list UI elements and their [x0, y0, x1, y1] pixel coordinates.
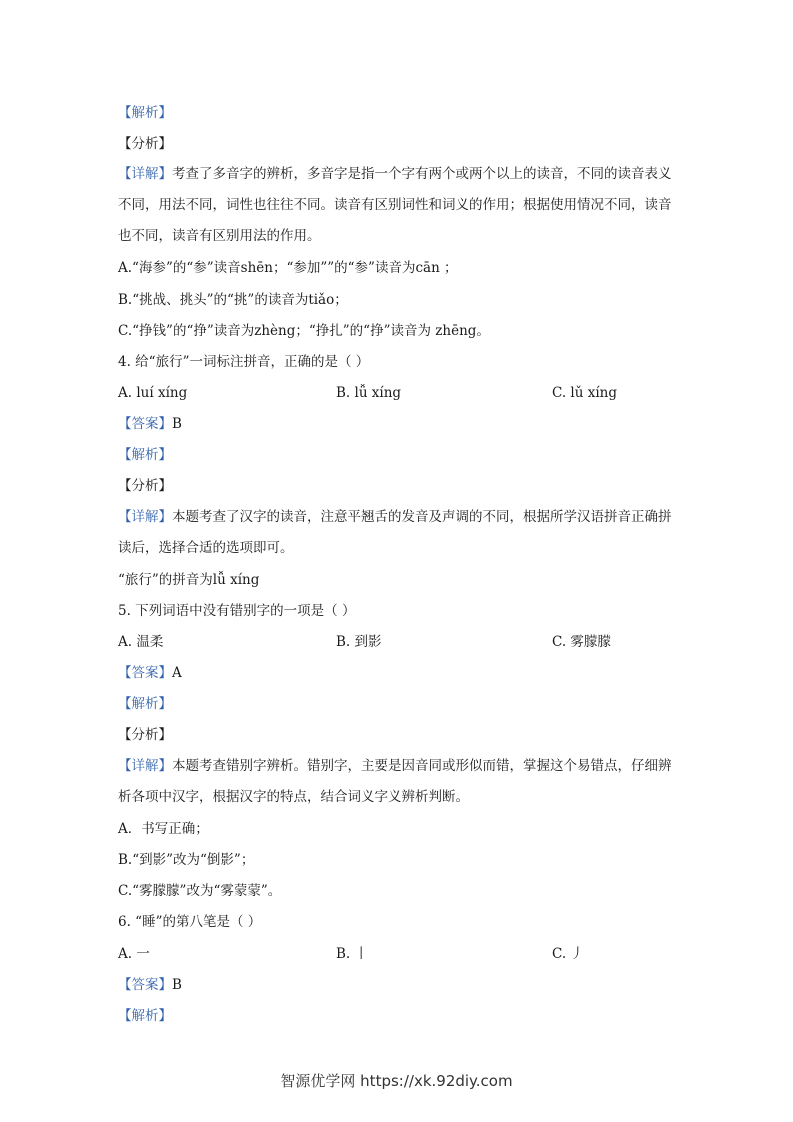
question-5: 5. 下列词语中没有错别字的一项是（ ）	[118, 603, 356, 619]
q5-result-c: C.“雾朦朦”改为“雾蒙蒙”。	[118, 883, 282, 899]
detail-text: 本题考查错别字辨析。错别字，主要是因音同或形似而错，掌握这个易错点，仔细辨析各项中汉字，根据汉字的特点，结合词义字义辨析判断。	[118, 758, 672, 805]
q4-note: “旅行”的拼音为lǚ xíng	[118, 572, 260, 588]
q4-analysis-label: 【解析】	[118, 447, 172, 463]
q5-answer	[118, 663, 678, 683]
detail-tag: 【详解】	[118, 509, 172, 525]
detail-tag: 【详解】	[118, 166, 172, 182]
answer-tag: 【答案】	[118, 977, 172, 993]
q4-option-c: C. lǔ xíng	[552, 385, 618, 401]
answer-value: B	[172, 416, 182, 432]
q4-answer	[118, 414, 678, 434]
analysis-label: 【解析】	[118, 105, 172, 121]
detail-text: 考查了多音字的辨析，多音字是指一个字有两个或两个以上的读音，不同的读音表义不同，用法不同，词性也往往不同。读音有区别词性和词义的作用；根据使用情况不同，读音也不同，读音有区别用法的作用。	[118, 166, 672, 244]
question-4: 4. 给“旅行”一词标注拼音，正确的是（ ）	[118, 354, 370, 370]
q5-analysis-label: 【解析】	[118, 696, 172, 712]
q5-option-b: B. 到影	[336, 634, 382, 650]
answer-tag: 【答案】	[118, 416, 172, 432]
q4-detail-paragraph	[118, 502, 678, 564]
q6-answer	[118, 975, 678, 995]
q4-fenxi-label: 【分析】	[118, 478, 172, 494]
q5-option-c: C. 雾朦朦	[552, 634, 611, 650]
q6-option-c: C. 丿	[552, 946, 584, 962]
q4-option-b: B. lǚ xíng	[336, 385, 402, 401]
footer-watermark: 智源优学网 https://xk.92diy.com	[280, 1072, 513, 1090]
question-6: 6. “睡”的第八笔是（ ）	[118, 914, 262, 930]
detail-tag: 【详解】	[118, 758, 172, 774]
q6-option-b: B. 丨	[336, 946, 369, 962]
q4-option-a: A. luí xíng	[118, 385, 188, 401]
answer-value: B	[172, 977, 182, 993]
explanation-b: B.“挑战、挑头”的“挑”的读音为tiǎo；	[118, 292, 348, 308]
fenxi-label: 【分析】	[118, 136, 172, 152]
q5-result-a: A．书写正确；	[118, 821, 209, 837]
detail-text: 本题考查了汉字的读音，注意平翘舌的发音及声调的不同，根据所学汉语拼音正确拼读后，选择合适的选项即可。	[118, 509, 672, 556]
q5-result-b: B.“到影”改为“倒影”；	[118, 852, 255, 868]
q5-fenxi-label: 【分析】	[118, 727, 172, 743]
explanation-a: A.“海参”的“参”读音shēn；“参加””的“参”读音为cān ；	[118, 260, 458, 276]
q5-detail-paragraph	[118, 751, 678, 813]
q6-option-a: A. 一	[118, 946, 150, 962]
answer-tag: 【答案】	[118, 665, 172, 681]
answer-value: A	[172, 665, 182, 681]
q6-analysis-label: 【解析】	[118, 1008, 172, 1024]
explanation-c: C.“挣钱”的“挣”读音为zhèng；“挣扎”的“挣”读音为 zhēng。	[118, 323, 490, 339]
detail-paragraph	[118, 159, 678, 252]
q5-option-a: A. 温柔	[118, 634, 164, 650]
